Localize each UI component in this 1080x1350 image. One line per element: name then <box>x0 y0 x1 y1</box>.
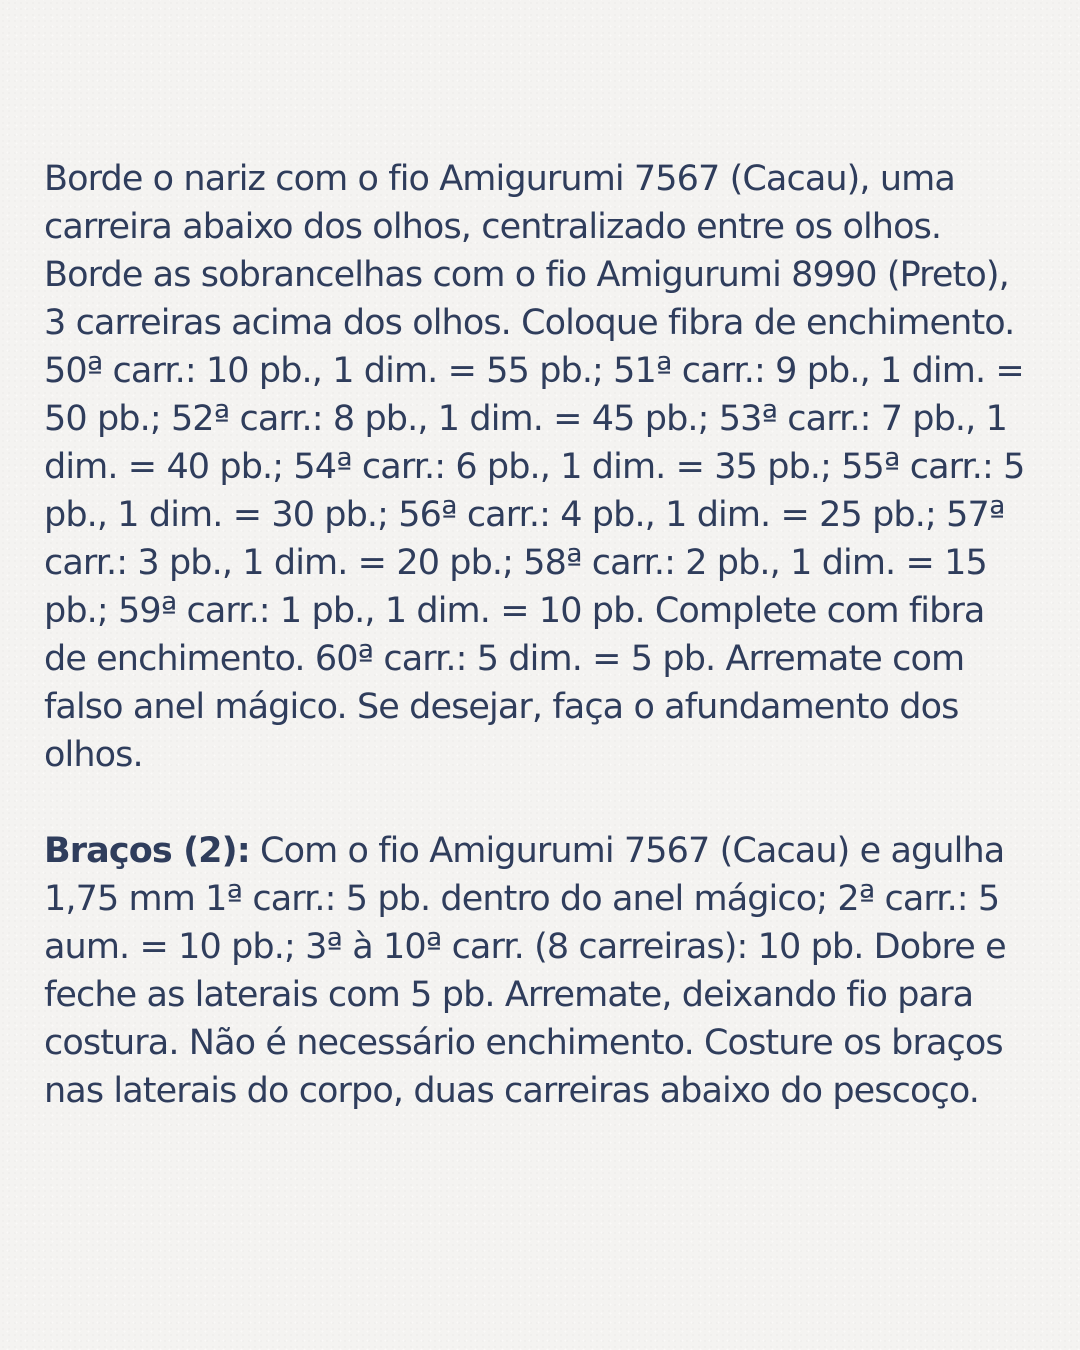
arms-paragraph <box>44 827 1036 1115</box>
head-finishing-text: Borde o nariz com o fio Amigurumi 7567 (Cacau), uma carreira abaixo dos olhos, centralizado entre os olhos. Borde as sobrancelhas com o fio Amigurumi 8990 (Preto), 3 carreiras acima dos olhos. Coloque fibra de enchimento. 50ª carr.: 10 pb., 1 dim. = 55 pb.; 51ª carr.: 9 pb., 1 dim. = 50 pb.; 52ª carr.: 8 pb., 1 dim. = 45 pb.; 53ª carr.: 7 pb., 1 dim. = 40 pb.; 54ª carr.: 6 pb., 1 dim. = 35 pb.; 55ª carr.: 5 pb., 1 dim. = 30 pb.; 56ª carr.: 4 pb., 1 dim. = 25 pb.; 57ª carr.: 3 pb., 1 dim. = 20 pb.; 58ª carr.: 2 pb., 1 dim. = 15 pb.; 59ª carr.: 1 pb., 1 dim. = 10 pb. Complete com fibra de enchimento. 60ª carr.: 5 dim. = 5 pb. Arremate com falso anel mágico. Se desejar, faça o afundamento dos olhos. <box>44 159 1025 775</box>
pattern-instructions <box>44 155 1036 1115</box>
arms-heading: Braços (2): <box>44 831 250 871</box>
head-finishing-paragraph <box>44 155 1036 779</box>
arms-text: Com o fio Amigurumi 7567 (Cacau) e agulha 1,75 mm 1ª carr.: 5 pb. dentro do anel mágico; 2ª carr.: 5 aum. = 10 pb.; 3ª à 10ª carr. (8 carreiras): 10 pb. Dobre e feche as laterais com 5 pb. Arremate, deixando fio para costura. Não é necessário enchimento. Costure os braços nas laterais do corpo, duas carreiras abaixo do pescoço. <box>44 831 1006 1111</box>
